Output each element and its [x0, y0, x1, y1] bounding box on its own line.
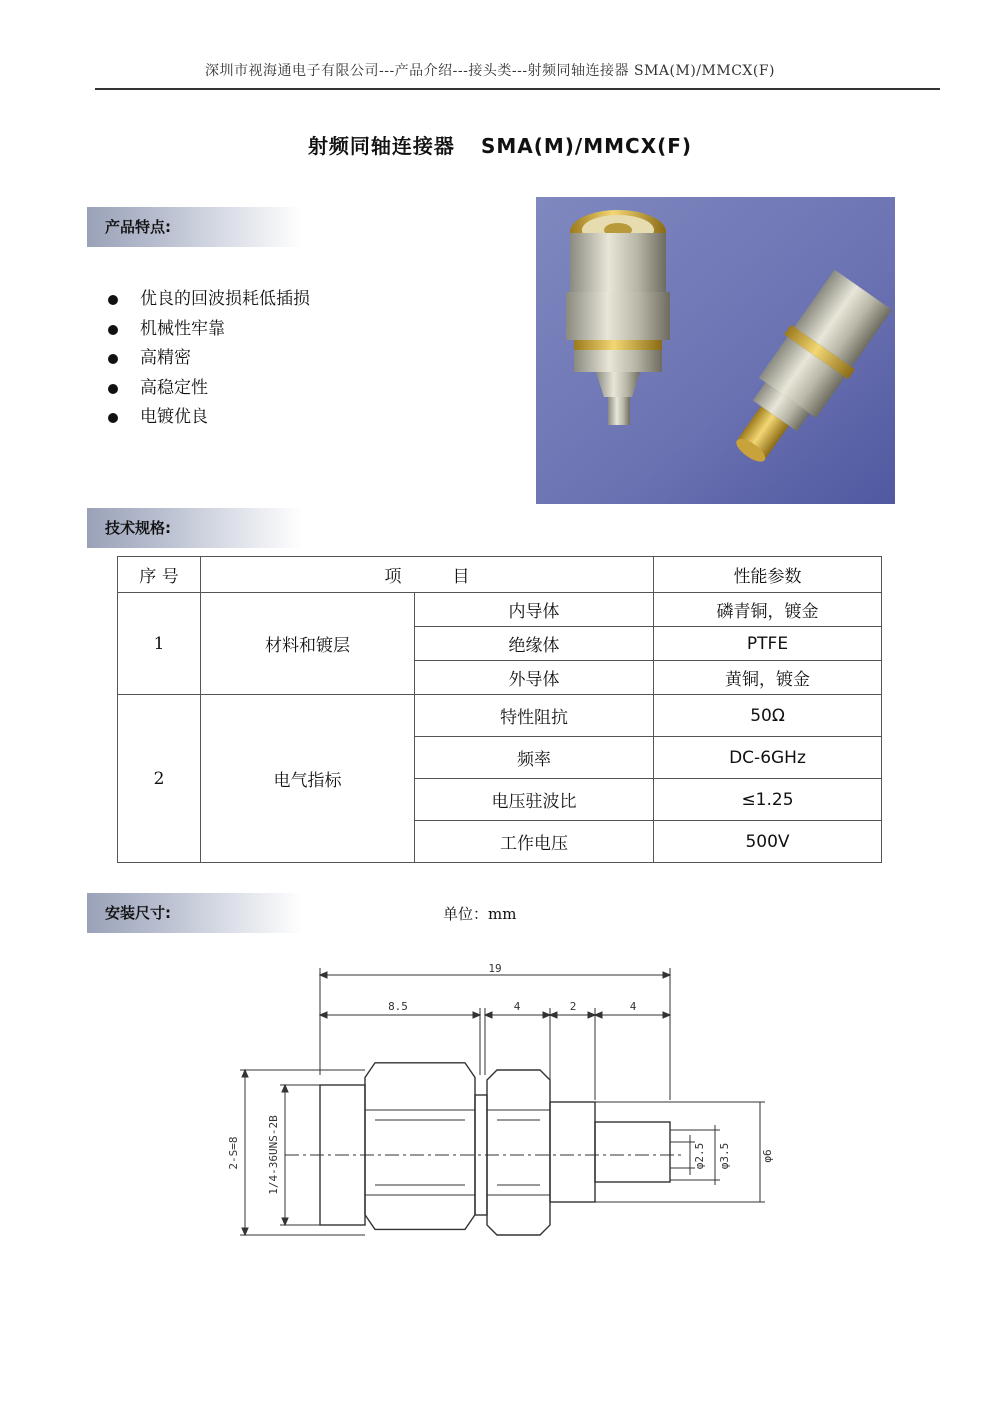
row-value: PTFE — [654, 627, 882, 661]
feature-item: 机械性牢靠 — [105, 315, 310, 345]
unit-label: 单位：mm — [443, 905, 517, 923]
dim-d1: φ2.5 — [693, 1142, 706, 1170]
title-model: SMA(M)/MMCX(F) — [480, 134, 693, 158]
row-value: 黄铜，镀金 — [654, 661, 882, 695]
feature-item: 优良的回波损耗低插损 — [105, 285, 310, 315]
row-item: 工作电压 — [415, 821, 654, 863]
row-item: 绝缘体 — [415, 627, 654, 661]
title-chinese: 射频同轴连接器 — [307, 134, 455, 158]
row-item: 外导体 — [415, 661, 654, 695]
header-no: 序 号 — [118, 557, 201, 593]
row-item: 频率 — [415, 737, 654, 779]
dim-thread: 1/4-36UNS-2B — [267, 1115, 280, 1195]
table-header-row — [118, 557, 882, 593]
specs-section-label: 技术规格: — [87, 508, 302, 548]
dim-overall: 19 — [488, 962, 502, 975]
features-list — [105, 285, 310, 433]
document-title — [0, 130, 1000, 159]
table-row — [118, 695, 882, 737]
group-no: 2 — [118, 695, 201, 863]
row-value: DC-6GHz — [654, 737, 882, 779]
group-no: 1 — [118, 593, 201, 695]
dim-d3: φ6 — [761, 1149, 774, 1163]
row-item: 电压驻波比 — [415, 779, 654, 821]
feature-item: 高稳定性 — [105, 374, 310, 404]
header-param: 性能参数 — [654, 557, 882, 593]
group-name: 电气指标 — [201, 695, 415, 863]
install-section-label: 安装尺寸: — [87, 893, 302, 933]
spec-table — [117, 556, 882, 863]
features-section-label: 产品特点: — [87, 207, 302, 247]
page-header: 深圳市视海通电子有限公司---产品介绍---接头类---射频同轴连接器 SMA(M)/MMCX(F) — [204, 63, 776, 79]
dim-hex: 2-S=8 — [227, 1136, 240, 1170]
row-item: 内导体 — [415, 593, 654, 627]
dim-seg1: 8.5 — [388, 1000, 408, 1013]
feature-item: 电镀优良 — [105, 403, 310, 433]
header-item: 项 目 — [201, 557, 654, 593]
row-value: 50Ω — [654, 695, 882, 737]
group-name: 材料和镀层 — [201, 593, 415, 695]
product-photo — [536, 197, 895, 504]
dim-seg4: 4 — [629, 1000, 637, 1013]
row-item: 特性阻抗 — [415, 695, 654, 737]
header-divider — [95, 88, 940, 90]
row-value: ≤1.25 — [654, 779, 882, 821]
feature-item: 高精密 — [105, 344, 310, 374]
dimension-drawing — [215, 960, 785, 1240]
row-value: 磷青铜，镀金 — [654, 593, 882, 627]
row-value: 500V — [654, 821, 882, 863]
dim-seg3: 2 — [569, 1000, 577, 1013]
table-row — [118, 593, 882, 627]
dim-seg2: 4 — [513, 1000, 521, 1013]
dim-d2: φ3.5 — [718, 1142, 731, 1170]
